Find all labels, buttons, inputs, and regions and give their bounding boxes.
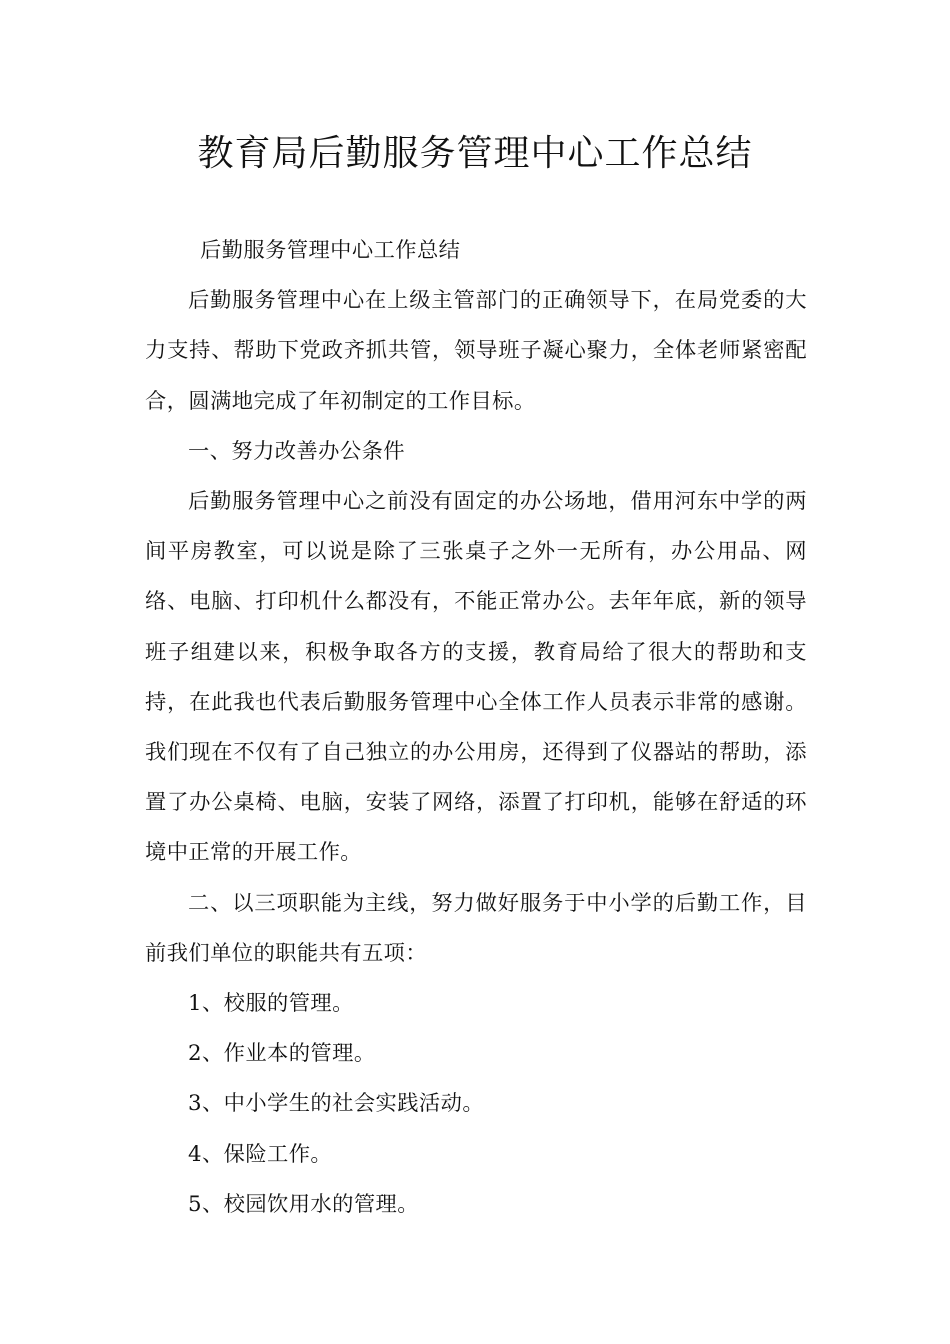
document-body [145,226,807,1230]
intro-paragraph: 后勤服务管理中心在上级主管部门的正确领导下，在局党委的大力支持、帮助下党政齐抓共管，领导班子凝心聚力，全体老师紧密配合，圆满地完成了年初制定的工作目标。 [145,288,807,414]
document-subtitle: 后勤服务管理中心工作总结 [200,238,461,263]
list-item: 1、校服的管理。 [188,991,354,1017]
list-item: 5、校园饮用水的管理。 [188,1191,419,1217]
list-item: 4、保险工作。 [188,1141,333,1167]
document-title: 教育局后勤服务管理中心工作总结 [197,133,753,174]
list-item: 3、中小学生的社会实践活动。 [188,1091,485,1117]
section-heading-1: 一、努力改善办公条件 [188,438,405,464]
section-1-paragraph: 后勤服务管理中心之前没有固定的办公场地，借用河东中学的两间平房教室，可以说是除了三张桌子之外一无所有，办公用品、网络、电脑、打印机什么都没有，不能正常办公。去年年底，新的领导班子组建以来，积极争取各方的支援，教育局给了很大的帮助和支持，在此我也代表后勤服务管理中心全体工作人员表示非常的感谢。我们现在不仅有了自己独立的办公用房，还得到了仪器站的帮助，添置了办公桌椅、电脑，安装了网络，添置了打印机，能够在舒适的环境中正常的开展工作。 [145,489,807,866]
section-heading-2: 二、以三项职能为主线，努力做好服务于中小学的后勤工作，目前我们单位的职能共有五项： [145,890,807,966]
list-item: 2、作业本的管理。 [188,1041,376,1067]
